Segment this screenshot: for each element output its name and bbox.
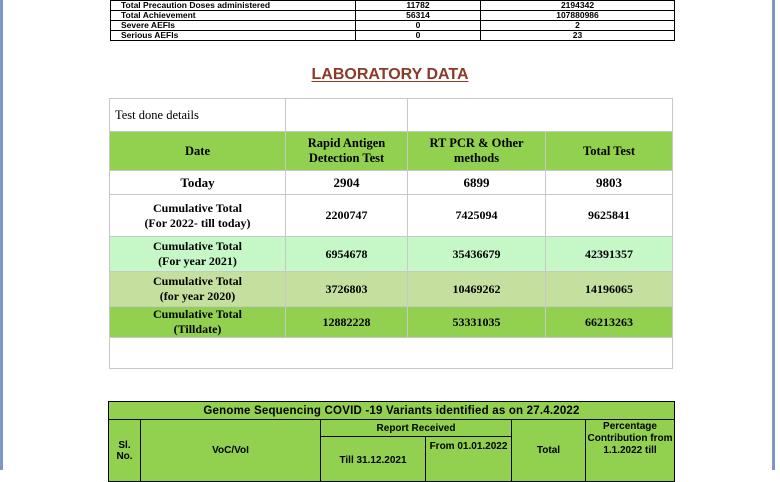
rapid-value: 2904	[286, 171, 408, 195]
table-row	[110, 237, 673, 272]
rtpcr-value: 53331035	[408, 307, 546, 338]
till-2021-header: Till 31.12.2021	[321, 437, 426, 482]
date-header: Date	[110, 132, 286, 171]
empty-cell	[286, 99, 408, 132]
table-row	[110, 272, 673, 307]
rapid-value: 3726803	[286, 272, 408, 307]
cumulative-value: 107880986	[481, 11, 675, 21]
table-row	[111, 21, 675, 31]
rapid-value: 6954678	[286, 237, 408, 272]
rapid-value: 2200747	[286, 195, 408, 237]
table-row	[110, 99, 673, 132]
rtpcr-header: RT PCR & Other methods	[408, 132, 546, 171]
table-row	[110, 307, 673, 338]
total-test-header: Total Test	[546, 132, 673, 171]
total-header: Total	[512, 420, 586, 482]
rtpcr-value: 7425094	[408, 195, 546, 237]
total-value: 9625841	[546, 195, 673, 237]
laboratory-data-table	[109, 98, 673, 369]
cumulative-value: 2194342	[481, 1, 675, 11]
row-label: Serious AEFIs	[111, 31, 356, 41]
table-row	[111, 11, 675, 21]
today-value: 0	[356, 21, 481, 31]
percentage-header: Percentage Contribution from 1.1.2022 till	[586, 420, 675, 482]
today-value: 56314	[356, 11, 481, 21]
total-value: 9803	[546, 171, 673, 195]
row-label: Cumulative Total (for year 2020)	[110, 272, 286, 307]
table-row	[110, 338, 673, 369]
row-label: Cumulative Total (Tilldate)	[110, 307, 286, 338]
today-value: 0	[356, 31, 481, 41]
report-received-header: Report Received	[321, 420, 512, 437]
row-label: Total Achievement	[111, 11, 356, 21]
table-title-row	[109, 402, 675, 420]
table-row	[111, 31, 675, 41]
table-header-row	[110, 132, 673, 171]
from-2022-header: From 01.01.2022	[426, 437, 512, 482]
voc-header: VoC/VoI	[141, 420, 321, 482]
rapid-value: 12882228	[286, 307, 408, 338]
test-details-label: Test done details	[110, 99, 286, 132]
row-label: Cumulative Total (For year 2021)	[110, 237, 286, 272]
genome-table-title: Genome Sequencing COVID -19 Variants identified as on 27.4.2022	[109, 402, 675, 420]
table-header-row	[109, 420, 675, 437]
total-value: 66213263	[546, 307, 673, 338]
cumulative-value: 2	[481, 21, 675, 31]
empty-cell	[110, 338, 673, 369]
today-value: 11782	[356, 1, 481, 11]
rtpcr-value: 35436679	[408, 237, 546, 272]
total-value: 42391357	[546, 237, 673, 272]
laboratory-data-title: LABORATORY DATA	[311, 66, 469, 83]
total-value: 14196065	[546, 272, 673, 307]
rtpcr-value: 6899	[408, 171, 546, 195]
rtpcr-value: 10469262	[408, 272, 546, 307]
rapid-antigen-header: Rapid Antigen Detection Test	[286, 132, 408, 171]
cumulative-value: 23	[481, 31, 675, 41]
table-row	[110, 171, 673, 195]
vaccination-summary-table	[110, 0, 675, 41]
table-row	[111, 1, 675, 11]
row-label: Today	[110, 171, 286, 195]
empty-cell	[408, 99, 673, 132]
row-label: Total Precaution Doses administered	[111, 1, 356, 11]
table-row	[110, 195, 673, 237]
sl-no-header: Sl. No.	[109, 420, 141, 482]
row-label: Severe AEFIs	[111, 21, 356, 31]
row-label: Cumulative Total (For 2022- till today)	[110, 195, 286, 237]
